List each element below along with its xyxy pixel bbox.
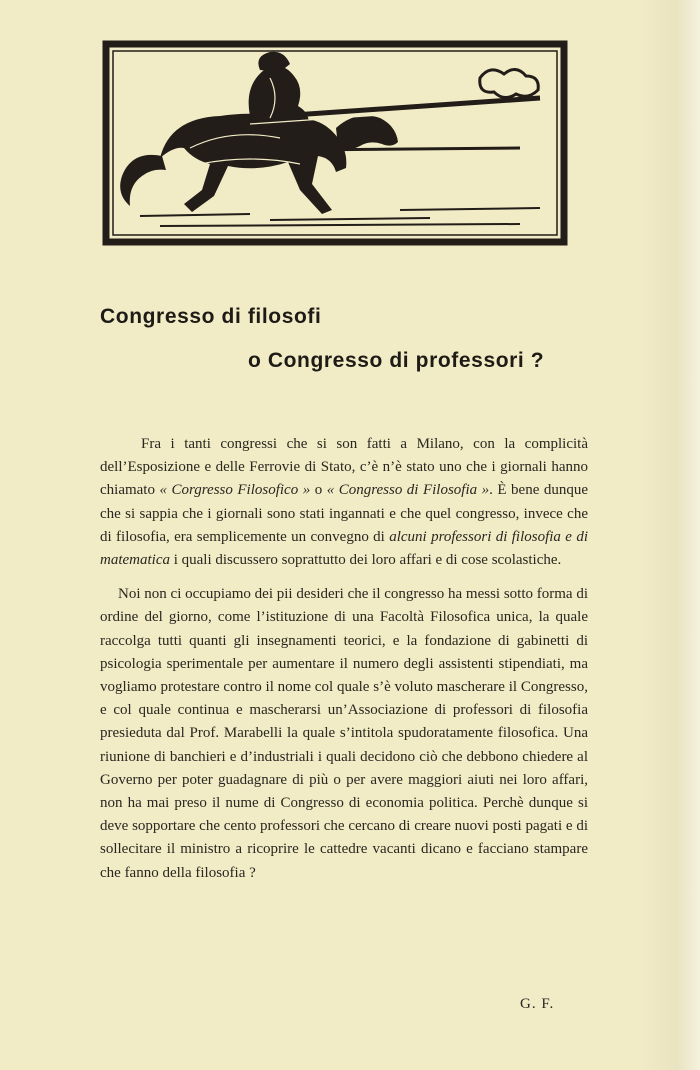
article-body <box>100 433 588 896</box>
paragraph-2 <box>100 583 588 885</box>
text-run: i quali discussero soprattutto dei loro affari e di cose scolastiche. <box>169 552 562 569</box>
article-title-line2: o Congresso di professori ? <box>248 349 545 372</box>
article-title-line1: Congresso di filosofi <box>100 305 322 328</box>
knight-on-horse-woodcut-icon <box>100 38 570 248</box>
paragraph-2-text: Noi non ci occupiamo dei pii desideri che il congresso ha messi sotto forma di ordine del giorno, come l’istituzione di una Facoltà Filosofica unica, la quale raccolga tutti quanti gli insegnamenti teorici, e la fondazione di gabinetti di psicologia sperimentale per aumentare il numero degli assistenti stipendiati, ma vogliamo protestare contro il nome col quale s’è voluto mascherare il Congresso, e col quale continua e mascherarsi un’Associazione di professori di filosofia presieduta dal Prof. Marabelli la quale s’intitola spudoratamente filosofica. Una riunione di banchieri e d’industriali i quali decidono ciò che debbono chiedere al Governo per poter guadagnare di più o per avere maggiori aiuti nei loro affari, non ha mai preso il nume di Congresso di economia politica. Perchè dunque si deve sopportare che cento professori che cercano di creare nuovi posti pagati e di sollecitare il ministro a ricoprire le cattedre vacanti dicano e facciano stampare che fanno della filosofia ? <box>100 586 588 881</box>
italic-run: « Congresso di Filosofia » <box>326 482 490 499</box>
text-run: o <box>310 482 327 499</box>
text-run: . È bene dunque che si sappia che i giornali sono stati ingannati e che quel congresso, invece che di filosofia, era semplicemente un convegno di <box>100 482 589 545</box>
italic-run: « Corgresso Filosofico » <box>159 482 311 499</box>
page-edge-shadow <box>640 0 700 1070</box>
text-run: Fra i tanti congressi che si son fatti a Milano, con la complicità dell’Esposizione e delle Ferrovie di Stato, c’è n’è stato uno che i giornali hanno chiamato <box>100 436 588 499</box>
italic-run: alcuni professori di filosofia e di matematica <box>100 528 588 569</box>
paragraph-1 <box>100 433 588 572</box>
article-title <box>0 305 700 385</box>
author-signature: G. F. <box>520 996 555 1012</box>
